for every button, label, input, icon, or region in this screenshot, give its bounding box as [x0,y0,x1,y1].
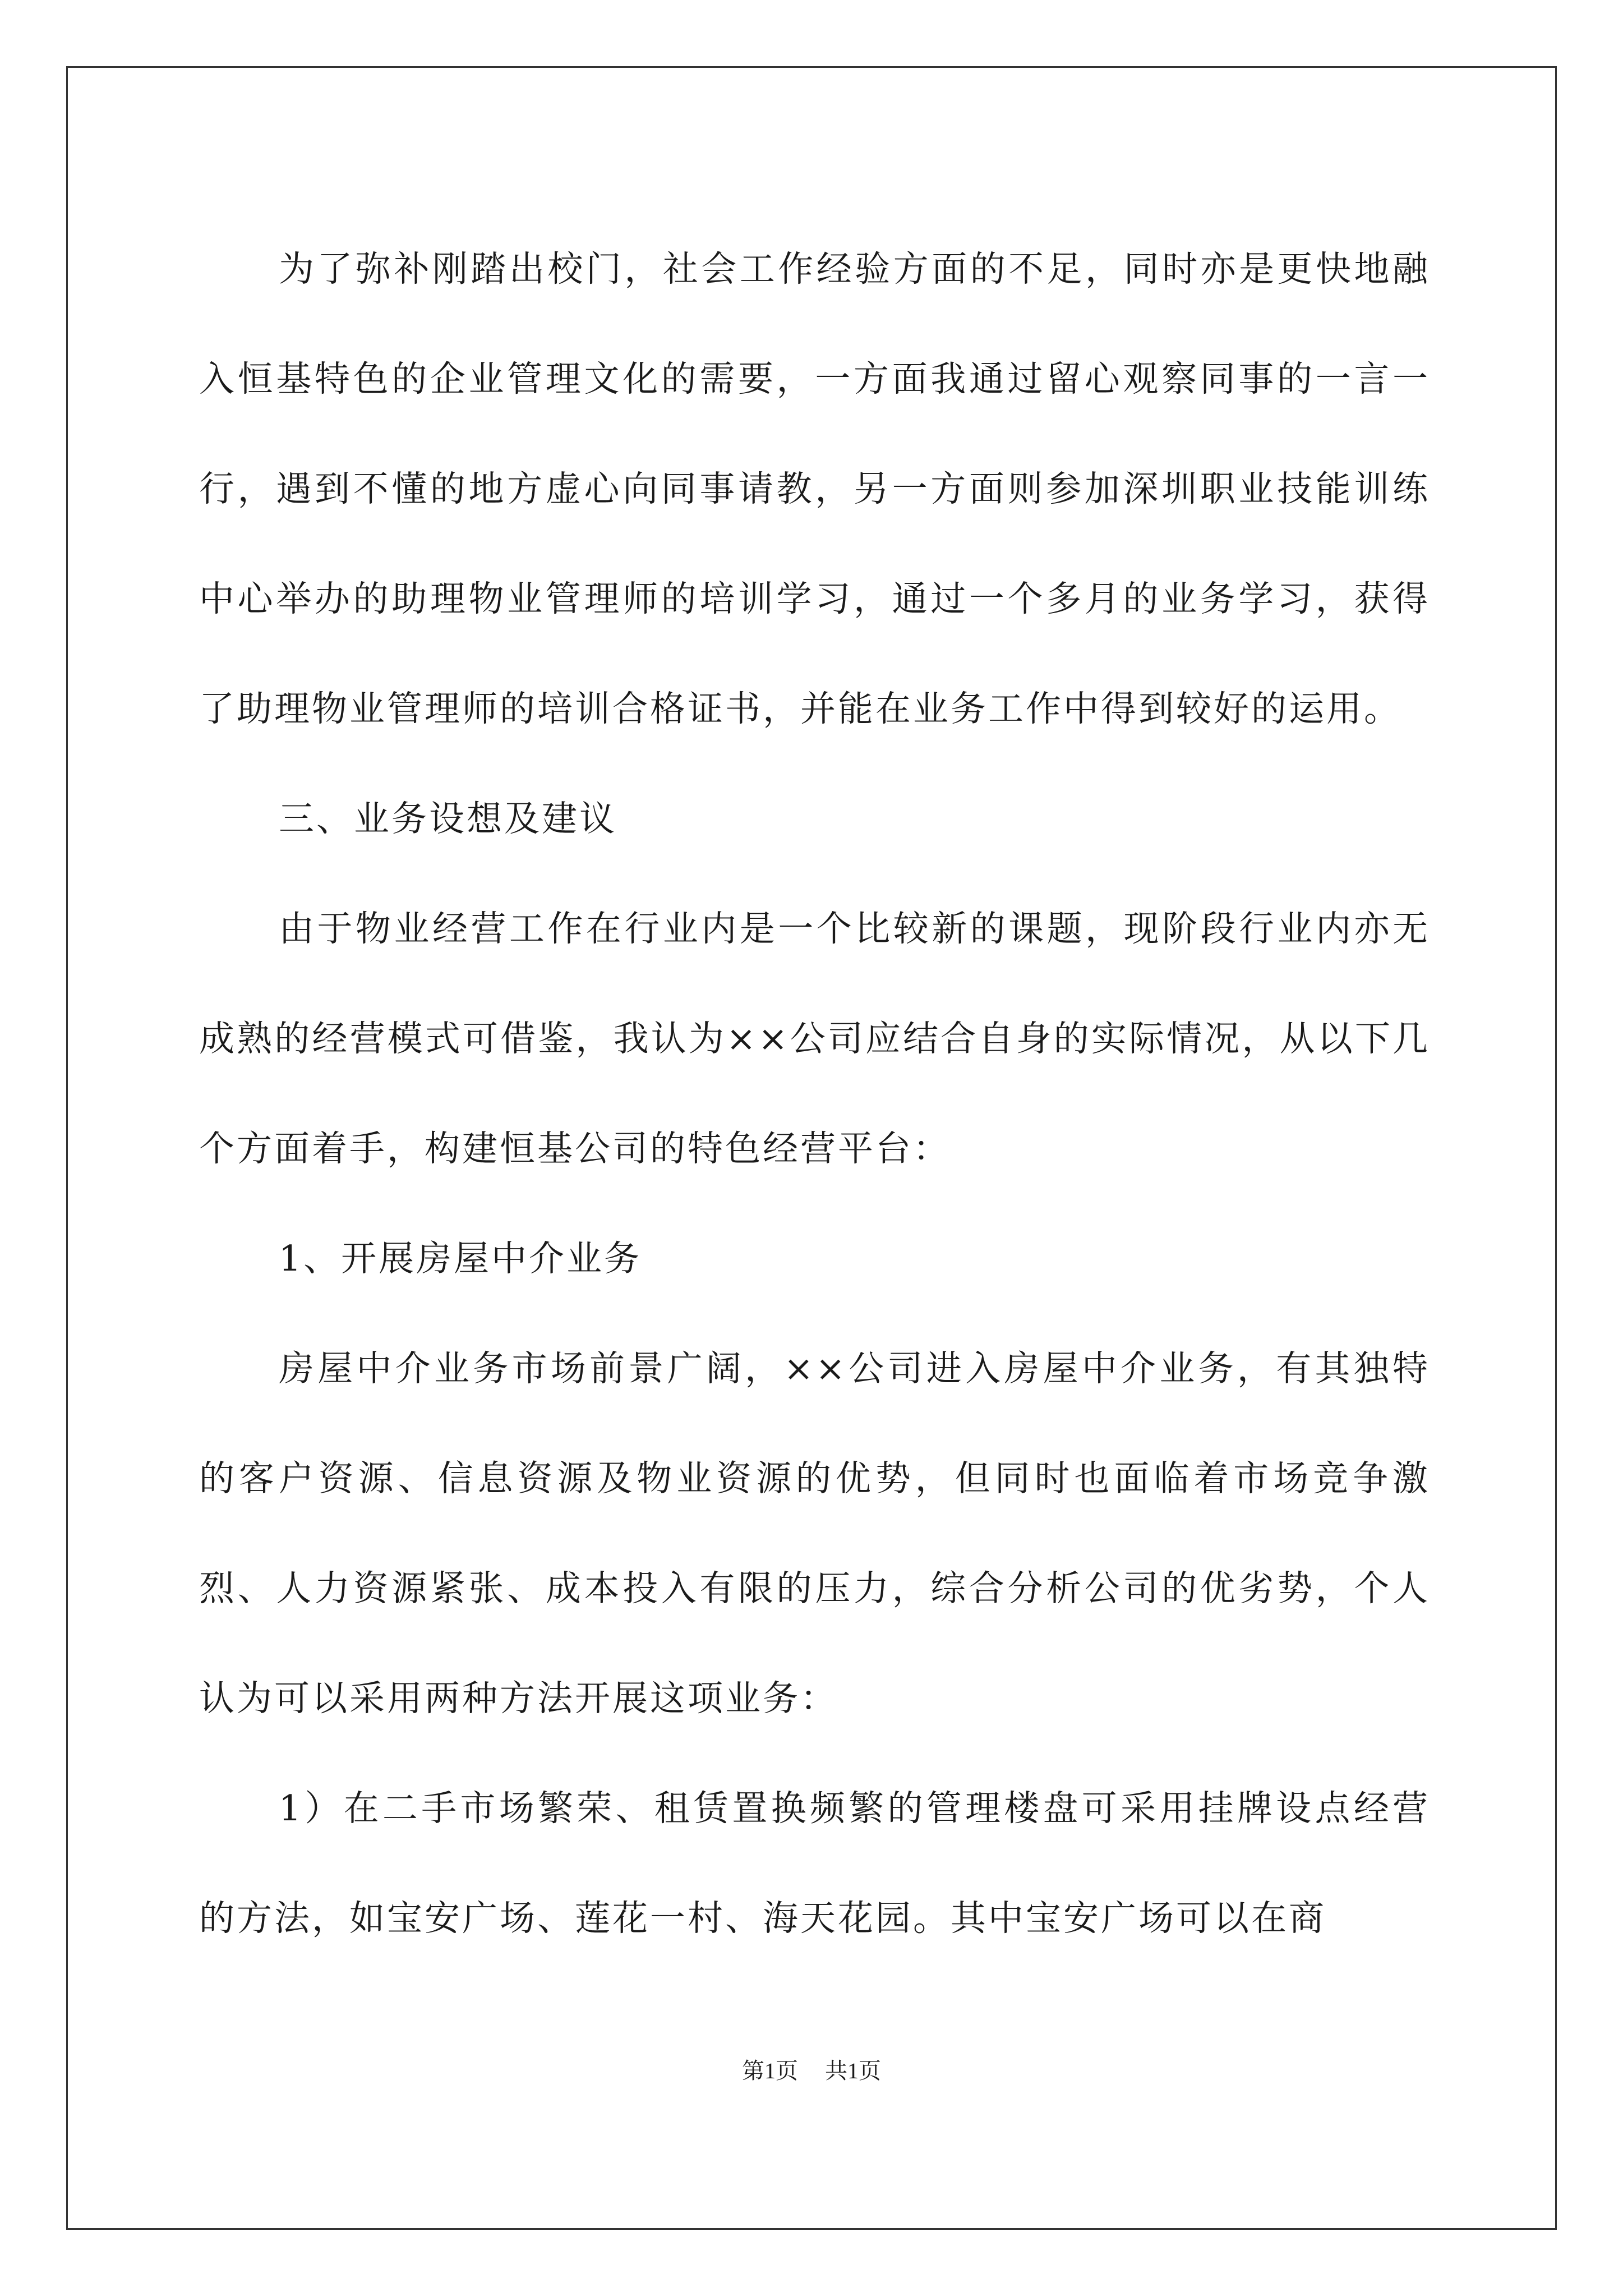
subheading-housing-agency: 1、开展房屋中介业务 [279,1238,642,1279]
page-footer [0,2053,1623,2085]
page-number: 第1页 [742,2058,798,2083]
paragraph-business-plan: 由于物业经营工作在行业内是一个比较新的课题，现阶段行业内亦无成熟的经营模式可借鉴，我认为××公司应结合自身的实际情况，从以下几个方面着手，构建恒基公司的特色经营平台： [199,908,1430,1169]
page-total: 共1页 [825,2058,881,2083]
paragraph-housing-agency: 房屋中介业务市场前景广阔，××公司进入房屋中介业务，有其独特的客户资源、信息资源及物业资源的优势，但同时也面临着市场竞争激烈、人力资源紧张、成本投入有限的压力，综合分析公司的优劣势，个人认为可以采用两种方法开展这项业务： [199,1348,1430,1719]
document-body [199,214,1430,1973]
section-heading: 三、业务设想及建议 [279,798,617,839]
paragraph-training: 为了弥补刚踏出校门，社会工作经验方面的不足，同时亦是更快地融入恒基特色的企业管理文化的需要，一方面我通过留心观察同事的一言一行，遇到不懂的地方虚心向同事请教，另一方面则参加深圳职业技能训练中心举办的助理物业管理师的培训学习，通过一个多月的业务学习，获得了助理物业管理师的培训合格证书，并能在业务工作中得到较好的运用。 [199,249,1430,729]
paragraph-method-one: 1）在二手市场繁荣、租赁置换频繁的管理楼盘可采用挂牌设点经营的方法，如宝安广场、莲花一村、海天花园。其中宝安广场可以在商 [199,1788,1430,1939]
